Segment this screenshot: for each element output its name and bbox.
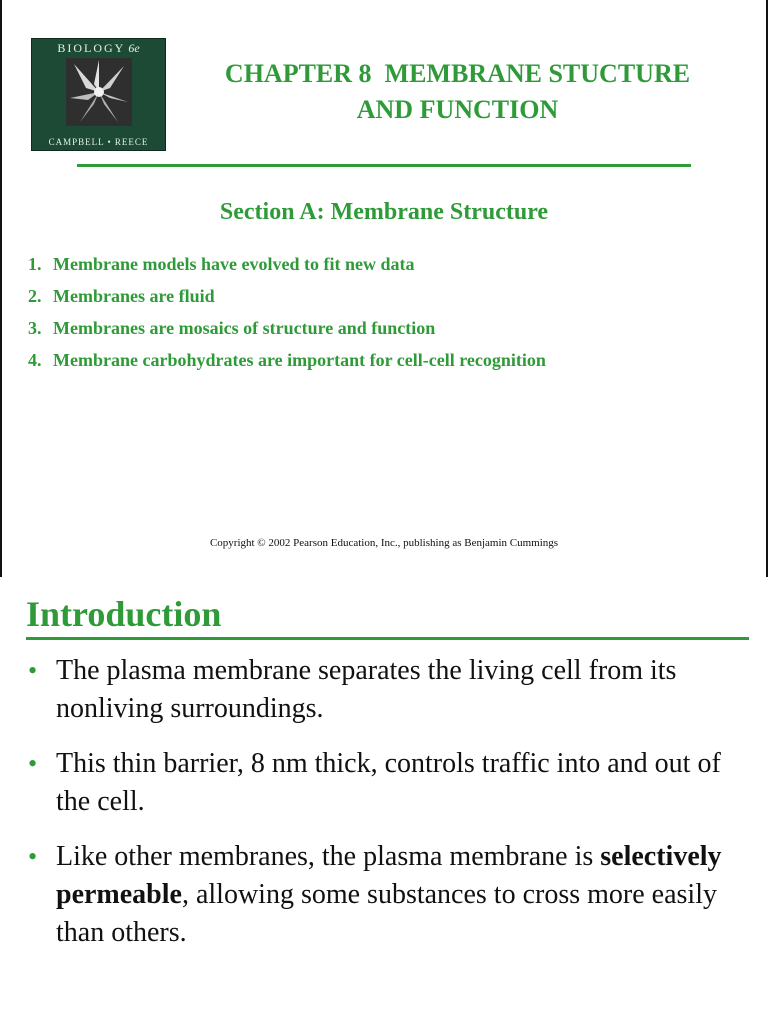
bullet-emphasis: selectively permeable xyxy=(56,841,722,910)
topic-item xyxy=(28,284,758,316)
bullet-marker: • xyxy=(28,842,38,871)
topic-text: Membrane carbohydrates are important for cell-cell recognition xyxy=(53,350,546,370)
book-cover-logo xyxy=(31,38,166,151)
section-heading: Section A: Membrane Structure xyxy=(219,199,549,225)
topic-text: Membrane models have evolved to fit new data xyxy=(53,254,415,274)
bullet-marker: • xyxy=(28,749,38,778)
copyright-notice: Copyright © 2002 Pearson Education, Inc., publishing as Benjamin Cummings xyxy=(209,537,559,549)
bullet-item xyxy=(28,652,748,728)
topic-number: 1. xyxy=(28,254,42,274)
book-authors: CAMPBELL • REECE xyxy=(48,137,149,147)
topic-item xyxy=(28,348,758,380)
bullet-item xyxy=(28,838,748,952)
bullet-text: The plasma membrane separates the living cell from its nonliving surroundings. xyxy=(56,655,677,724)
intro-title: Introduction xyxy=(26,594,222,634)
chapter-title-line1: CHAPTER 8 MEMBRANE STUCTURE xyxy=(224,59,691,88)
chapter-title xyxy=(180,56,735,128)
title-divider xyxy=(77,164,691,167)
topic-item xyxy=(28,252,758,284)
slide-border-left xyxy=(0,0,2,577)
topic-text: Membranes are fluid xyxy=(53,286,215,306)
book-title: BIOLOGY 6e xyxy=(57,41,140,55)
topic-number: 3. xyxy=(28,318,42,338)
bullet-text: This thin barrier, 8 nm thick, controls traffic into and out of the cell. xyxy=(56,748,721,817)
bullet-text-before: Like other membranes, the plasma membrane is xyxy=(56,841,601,872)
bullet-item xyxy=(28,745,748,821)
chapter-title-line2: AND FUNCTION xyxy=(356,95,559,124)
topic-list xyxy=(28,252,758,380)
topic-item xyxy=(28,316,758,348)
topic-number: 2. xyxy=(28,286,42,306)
topic-text: Membranes are mosaics of structure and function xyxy=(53,318,436,338)
book-edition: 6e xyxy=(128,41,140,55)
book-cover-photo xyxy=(66,58,132,126)
intro-divider xyxy=(26,637,749,640)
bullet-marker: • xyxy=(28,656,38,685)
topic-number: 4. xyxy=(28,350,42,370)
bullet-text-after: , allowing some substances to cross more easily than others. xyxy=(56,879,717,948)
bullet-list xyxy=(28,652,748,969)
